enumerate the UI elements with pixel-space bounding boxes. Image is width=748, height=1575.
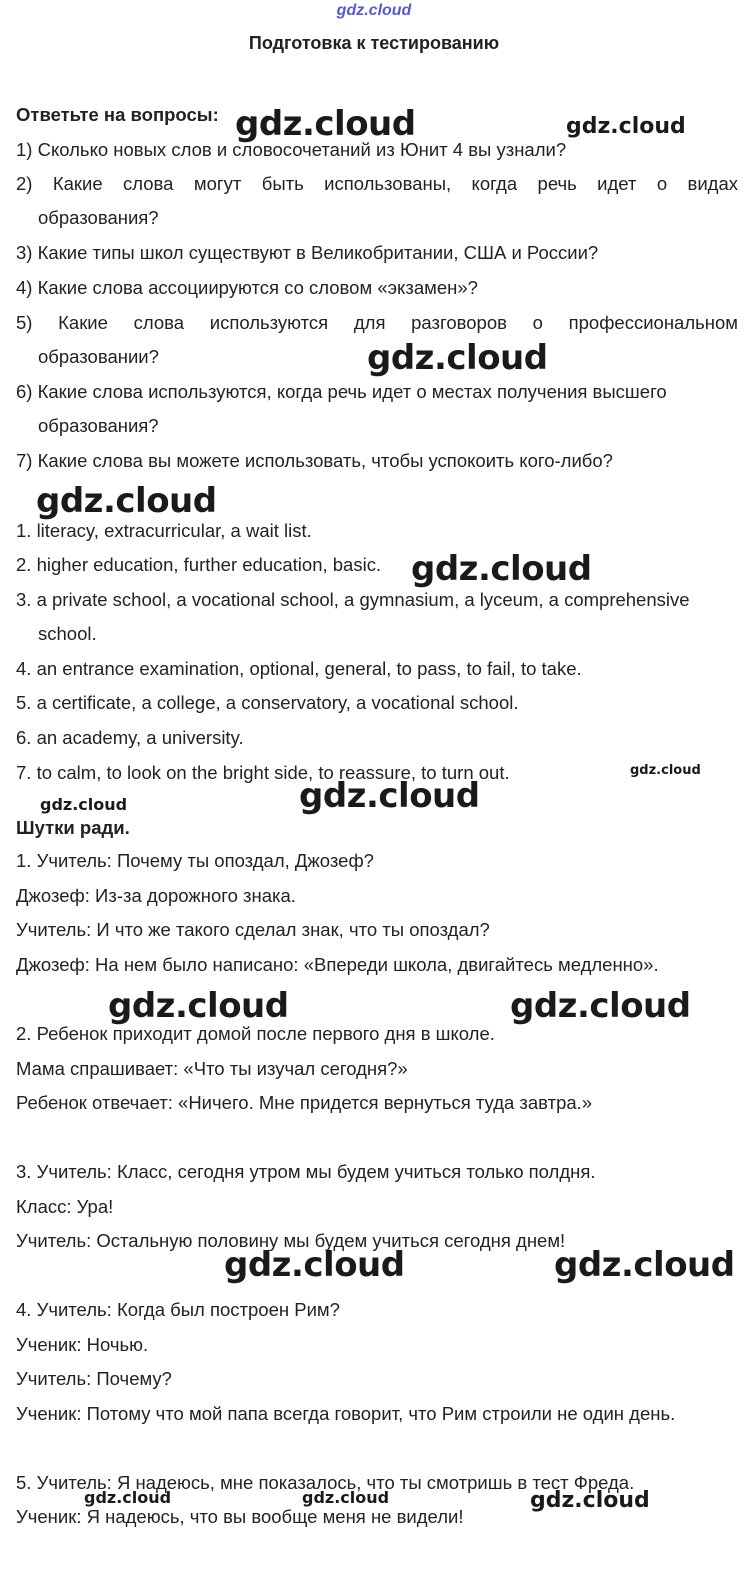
joke-line: 2. Ребенок приходит домой после первого дня в школе.	[16, 1023, 495, 1044]
watermark: gdz.cloud	[84, 1488, 172, 1507]
answer-item: 1. literacy, extracurricular, a wait list.	[16, 520, 312, 541]
watermark: gdz.cloud	[411, 549, 592, 589]
joke-line: 3. Учитель: Класс, сегодня утром мы будем учиться только полдня.	[16, 1161, 596, 1182]
joke-line: Учитель: Почему?	[16, 1368, 172, 1389]
joke-line: Учитель: И что же такого сделал знак, что ты опоздал?	[16, 919, 490, 940]
answer-item: 2. higher education, further education, basic.	[16, 554, 382, 575]
joke-line: Ученик: Ночью.	[16, 1334, 149, 1355]
watermark: gdz.cloud	[36, 481, 217, 521]
watermark: gdz.cloud	[302, 1488, 390, 1507]
question-item: 5) Какие слова используются для разговоров о профессиональном	[16, 312, 738, 333]
question-item-continued: образования?	[38, 207, 159, 228]
joke-line: Ученик: Потому что мой папа всегда говорит, что Рим строили не один день.	[16, 1403, 676, 1424]
question-item: 6) Какие слова используются, когда речь идет о местах получения высшего	[16, 381, 667, 402]
answer-item: 7. to calm, to look on the bright side, to reassure, to turn out.	[16, 762, 510, 783]
joke-line: Класс: Ура!	[16, 1196, 114, 1217]
question-item-continued: образования?	[38, 415, 159, 436]
question-item: 1) Сколько новых слов и словосочетаний из Юнит 4 вы узнали?	[16, 139, 567, 160]
site-logo: gdz.cloud	[336, 2, 412, 19]
answer-item: 4. an entrance examination, optional, general, to pass, to fail, to take.	[16, 658, 582, 679]
jokes-heading: Шутки ради.	[16, 817, 130, 838]
answer-item: 3. a private school, a vocational school, a gymnasium, a lyceum, a comprehensive	[16, 589, 690, 610]
watermark: gdz.cloud	[530, 1488, 650, 1513]
joke-line: Джозеф: Из-за дорожного знака.	[16, 885, 296, 906]
watermark: gdz.cloud	[510, 986, 691, 1026]
watermark: gdz.cloud	[554, 1245, 735, 1285]
watermark: gdz.cloud	[630, 763, 701, 778]
watermark: gdz.cloud	[566, 114, 686, 139]
joke-line: Учитель: Остальную половину мы будем учиться сегодня днем!	[16, 1230, 566, 1251]
question-item: 4) Какие слова ассоциируются со словом «экзамен»?	[16, 277, 478, 298]
question-item: 3) Какие типы школ существуют в Великобритании, США и России?	[16, 242, 599, 263]
joke-line: Ученик: Я надеюсь, что вы вообще меня не видели!	[16, 1506, 464, 1527]
watermark: gdz.cloud	[235, 104, 416, 144]
joke-line: 5. Учитель: Я надеюсь, мне показалось, что ты смотришь в тест Фреда.	[16, 1472, 635, 1493]
watermark: gdz.cloud	[40, 795, 128, 814]
answer-item: 6. an academy, a university.	[16, 727, 244, 748]
joke-line: Джозеф: На нем было написано: «Впереди школа, двигайтесь медленно».	[16, 954, 659, 975]
page-title: Подготовка к тестированию	[248, 33, 500, 53]
answer-item: 5. a certificate, a college, a conservatory, a vocational school.	[16, 692, 519, 713]
question-item-continued: образовании?	[38, 346, 159, 367]
joke-line: Мама спрашивает: «Что ты изучал сегодня?»	[16, 1058, 408, 1079]
watermark: gdz.cloud	[367, 338, 548, 378]
question-item: 7) Какие слова вы можете использовать, чтобы успокоить кого-либо?	[16, 450, 613, 471]
questions-heading: Ответьте на вопросы:	[16, 104, 219, 125]
watermark: gdz.cloud	[108, 986, 289, 1026]
joke-line: 1. Учитель: Почему ты опоздал, Джозеф?	[16, 850, 374, 871]
answer-item-continued: school.	[38, 623, 97, 644]
question-item: 2) Какие слова могут быть использованы, когда речь идет о видах	[16, 173, 738, 194]
watermark: gdz.cloud	[299, 776, 480, 816]
joke-line: Ребенок отвечает: «Ничего. Мне придется вернуться туда завтра.»	[16, 1092, 593, 1113]
watermark: gdz.cloud	[224, 1245, 405, 1285]
joke-line: 4. Учитель: Когда был построен Рим?	[16, 1299, 340, 1320]
